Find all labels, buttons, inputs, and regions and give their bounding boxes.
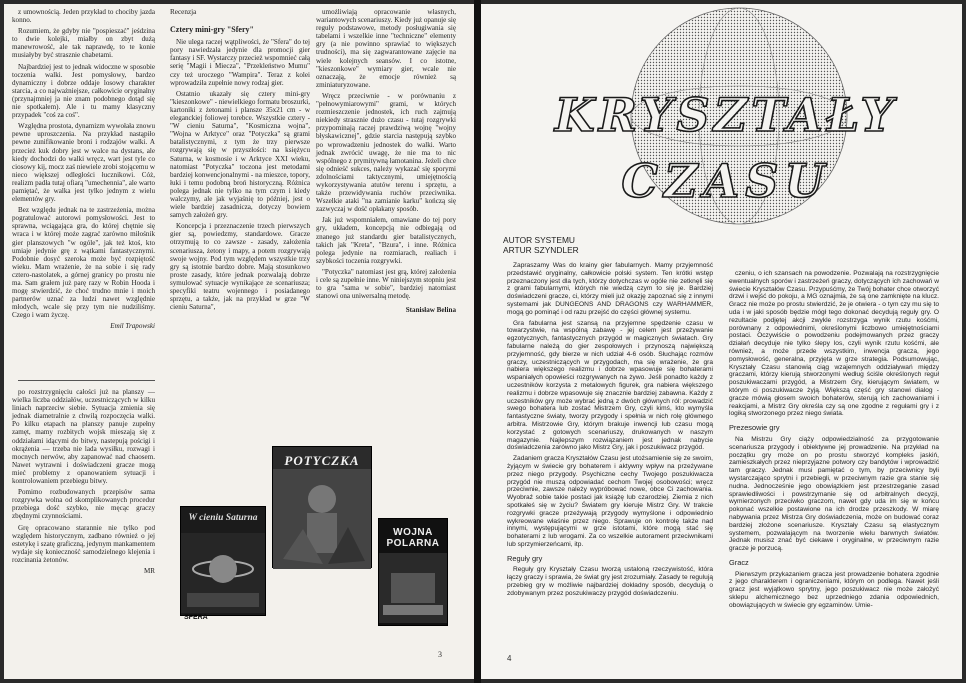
paragraph: Grę opracowano starannie nie tylko pod względem historycznym, zadbano również o jej estetykę i szatę graficzną, jedynym mankamentem wydaje się konieczność samodzielnego klejenia i rozcinania żetonów.	[12, 523, 155, 564]
book-gutter	[474, 0, 481, 683]
paragraph: Wręcz przeciwnie - w porównaniu z "pełnowymiarowymi" grami, w których rozmieszczenie jednostek, ich ruch zajmują niekiedy strasznie dużo czasu - tutaj rozgrywki przypominają raczej prawdziwą wojnę "wojny błyskawicznej", gdzie starcia następują szybko po wprowadzeniu jednostek do walki. Warto jednak zwrócić uwagę, że nie ma to nic wspólnego z prymitywną łamotanina. Jeżeli chce się odnieść sukces, należy wykazać się sporymi zdolnościami taktycznymi, umiejętnością wykorzystywania atutów terenu i sprzętu, a także przewidywania ruchów przeciwnika. Wszelkie ataki "na zamianie karku" kończą się zazwyczaj w dość opłakany sposób.	[316, 91, 456, 214]
polar-illustration	[379, 553, 447, 623]
author-block	[503, 236, 579, 255]
right-column-1-text	[507, 262, 713, 549]
paragraph: czeniu, o ich szansach na powodzenie. Pozwalają na rozstrzygnięcie ewentualnych sporów i zastrzeżeń graczy, dotyczących ich zachowań w świecie Kryształów Czasu. Przypuśćmy, że Twój bohater chce otworzyć drzwi i wejść do pokoju, a MG oznajmia, że są one zamknięte na klucz. Gracz nie może po prostu stwierdzić, że je otwiera - o tym czy mu się to uda i w jaki sposób będzie mógł tego dokonać decydują reguły gry. O rezultacie podjętej akcji zwykle rozstrzyga wynik rzutu kośćmi, porównany z odpowiednimi, określonymi liczbowo umiejętnościami postaci. Oczywiście o powodzeniu podejmowanych przez graczy działań decyduje nie tylko ślepy los, czyli wynik rzutu kośćmi, ale również, a może przede wszystkim, inwencja gracza, jego pomysłowość, generalna, przyjęta w grze strategia. Podsumowując, Kryształy Czasu stanowią ciąg wzajemnych oddziaływań między graczami, którzy kierują stworzonymi według ściśle określonych reguł poszukiwaczami przygód, a Mistrzem Gry, kierującym światem, w którym ci poszukiwacze żyją. Większą część gry stanowi dialog - gracze mówią głosem swoich bohaterów, sterują ich zachowaniami i reakcjami, a Mistrz Gry określa czy są one zgodne z regułami gry i z logiką stworzonego przez niego świata.	[729, 270, 939, 418]
page-number-left: 3	[438, 650, 442, 659]
paragraph: z umownością. Jeden przykład to chociby jazda konno.	[12, 8, 155, 25]
paragraph: Ostatnio ukazały się cztery mini-gry "kieszonkowe" - niewielkiego formatu broszurki, kartoniki z żetonami i plansze 35x21 cm - w eleganckiej foliowej torebce. Wszystkie cztery - "W cieniu Saturna", "Kosmiczna wojna", "Wojna w Arktyce" oraz "Potyczka" są grami batalistycznymi, z tym że trzy pierwsze rozgrywają się w przyszłości: na księżycu Saturna, w kosmosie i w Arktyce XXI wieku, natomiast "Potyczka" toczona jest metodami bardziej konwencjonalnymi - na mieszce, topory, łuki i temu podobną broń historyczną. Różnica polega jednak nie tylko na tym czym i kiedy walczymy, ale jak wyjaśnię to później, jest o wiele bardziej zasadnicza, dotyczy bowiem samych założeń gry.	[170, 89, 310, 220]
paragraph: Nie ulega raczej wątpliwości, że "Sfera" do tej pory nawiedzała jedynie dla promocji gier fantasy i SF. Wystarczy przecież wspomnieć całą serię "Magii i Miecza", "Przekleństwo Mumu" czy też uroczego "Wampira". Teraz z kolei wprowadziła zupełnie nowy rodzaj gier.	[170, 38, 310, 87]
paragraph: Najbardziej jest to jednak widoczne w sposobie toczenia walki. Jest pomysłowy, bardzo dynamiczny i dobrze oddaje losowy charakter starcia, a co najważniejsze, całkowicie oryginalny (przynajmniej ja nie znam podobnego dotąd się nie spotkałem). Ale i tu mamy klasyczny przypadek "coś za coś".	[12, 62, 155, 120]
mistrz-text	[729, 436, 939, 553]
paragraph: Jak już wspomniałem, omawiane do tej pory gry, układem, koncepcją nie odbiegają od znanego już standardu gier batalistycznych, takich jak "Kreta", "Bzura", i inne. Różnica polega jedynie na rozmiarach, realiach i szybkości toczenia rozgrywki.	[316, 216, 456, 265]
divider	[18, 380, 155, 381]
page-number-right: 4	[507, 654, 512, 663]
right-column-1	[507, 262, 713, 601]
knight-illustration	[273, 469, 371, 569]
paragraph: Rozumiem, że gdyby nie "pospieszać" jeśdzina to dwie kolejki, miałby on zbyt dużą manewrowość, ale tak naprawdę, to te konie musiałyby być strasznie chabetami.	[12, 27, 155, 60]
right-page	[481, 4, 962, 679]
column-3-text	[316, 8, 456, 300]
column-1	[12, 8, 155, 331]
heading-gracz: Gracz	[729, 557, 749, 567]
right-column-2	[729, 270, 939, 613]
cover-saturna	[180, 506, 266, 616]
cover-saturna-title: W cieniu Saturna	[188, 513, 258, 523]
column-1-bottom-text	[12, 388, 155, 564]
author-signature-emil: Emil Trapowski	[110, 322, 155, 331]
paragraph: Gra fabularna jest szansą na przyjemne spędzenie czasu w towarzystwie, na wspólną zabawę - jej celem jest przeżywanie egzotycznych, fantastycznych przygód w magicznych światach. Gry fabularne należą do gier zespołowych i przynoszą największą przyjemność, gdy bierze w nich udział 4-6 osób. Słuchając rozmów graczy, uczestniczących w przygodach, ma się wrażenie, że gra nabiera większego realizmu i dobrze wpasowuje się bohaterami wspaniałych opowieści rozgrywanych na żywo. Jeśli ponadto każdy z uczestników korzysta z metalowych figurek, gra nabiera większego realizmu i dobrze wpasowuje się znacznie bardziej zabawna. Każdy z uczestników gry może wybrać jedną z dwóch głównych ról: prowadzić swego bohatera lub zostać Mistrzem Gry, czyli kimś, kto wymyśla fantastyczne światy, tworzy przygody i spełnia w nich rolę głównego arbitra. Mistrzowie Gry, którym brakuje inwencji lub czasu mogą korzystać z gotowych scenariuszy, drukowanych w naszym magazynie. Najlepszym rozwiązaniem jest jednak nabycie doświadczenia zarówno jako Mistrz Gry, jak i poszukiwacz przygód.	[507, 319, 713, 452]
saturn-illustration	[181, 533, 265, 613]
heading-reguly: Reguły gry	[507, 553, 543, 563]
article-heading: Cztery mini-gry "Sfery"	[170, 25, 254, 35]
paragraph: Bez względu jednak na te zastrzeżenia, można pogratulować autorowi pomysłowości. Jest to sprawna, wciągająca gra, do której chętnie się wraca i w której może zagrać zarówno miłośnik gier planszowych "w ogóle", jak też ktoś, kto umiaje jedynie grę z wątkami fantastycznymi. Podobnie dosyć szeroka może być rozpiętość wieku. Mam wrażenie, że na sobie i się rady cztero-nastolatek, a górnej granicy po prostu nie ma. Sam grałem już parę razy w Robin Hooda i mogę stwierdzić, że choć trudno mnie i moich partnerów uznać za ludzi nawet względnie młodych, wcale się przy tym nie nudziliśmy. Czego i wam życzę.	[12, 206, 155, 320]
cover-potyczka-title: POTYCZKA	[284, 453, 360, 468]
section-label: Recenzja	[170, 8, 197, 16]
column-1-bottom	[12, 388, 155, 575]
paragraph: Koncepcja i przeznaczenie trzech pierwszych gier są, powiedzmy, standardowe. Gracze otrzymują to co zawsze - zasady, założenia scenariusza, żetony i mapy, a potem rozgrywają swoje wojny. Pod tym względem wszystkie trzy gry są istotnie bardzo dobre. Mają stosunkowo proste zasady, które jednak pozwalają dobrze symulować sytuacje wynikające ze scenariusza; specyfiki teatru wojennego i posiadanego sprzętu, a także, jak na przykład w grze "W cieniu Saturna",	[170, 222, 310, 312]
paragraph: "Potyczka" natomiast jest grą, której założenia i cele są zupełnie inne. W niniejszym stopniu jest to gra "sama w sobie", bardziej natomiast stanowi ona uniwersalną metodę.	[316, 267, 456, 301]
title-line-2	[511, 154, 941, 208]
paragraph: Pierwszym przykazaniem gracza jest prowadzenie bohatera zgodnie z jego charakterem i ograniczeniami, którym on podlega. Nawet jeśli gracz jest wyjątkowo sprytny, jego poszukiwacz nie może założyć sklepu alchemicznego bez uprzedniego zdania odpowiednich, obowiązujących w świecie gry egzaminów. Umie-	[729, 570, 939, 609]
paragraph: Zadaniem gracza Kryształów Czasu jest utożsamienie się ze swoim, żyjącym w świecie gry bohaterem i aktywny wpływ na przeżywane przez niego przygody. Psychiczne cechy Twojego poszukiwacza przygód nie muszą odpowiadać cechom Twojej osobowości; wręcz przeciwnie, zawsze należy wypróbować nowe, obce Ci zachowania. Wyobraź sobie takie postaci jak książę lub czarodziej. Ziemia z nich spotkałeś się w życiu? Światem gry kieruje Mistrz Gry. W trakcie rozgrywki gracze przeżywają przygody wymyślone i odpowiednio wykreowane właśnie przez niego. Sprawuje on kontrolę także nad innymi, występującymi w grze istotami, które mogą stać się bohaterami z lub wrogami. Za co wszelkie autorament przeciwnikami lub sprzymierzeńcami, itp.	[507, 455, 713, 548]
column-2	[170, 8, 310, 314]
title-text-2: CZASU	[621, 154, 831, 208]
paragraph: umożliwiają opracowanie własnych, wariantowych scenariuszy. Kiedy już opanuje się reguły podstawowe, metody posługiwania się tabelami i wszelkie inne "techniczne" elementy gry (a nie powinno sprawiać to większych trudności), ma się zagwarantowane zajęcie na wiele kolejnych seansów. I co istotne, "kieszonkowe" wymiary gier, wcale nie oznaczają, że emocje również są zminiaturyzowane.	[316, 8, 456, 89]
paragraph: po rozstrzygnięciu całości już na planszy — wielka liczba oddziałów, uczestniczących w kilku liniach naprzeciw siebie. Sytuacja zmienia się jednak diametralnie z chwilą rozpoczęcia walki. Po kilku etapach na planszy panuje zupełny zamęt, mamy rozbitych wojsk mieszają się z oddziałami idącymi do bitwy, nastepują pościgi i okrążenia — trzeba nie lada wysiłku, rozwagi i mocnych nerwów, aby zapanować nad chaosem. Nawet wytrawni i doświadczeni gracze mogą mieć problemy z opanowaniem sytuacji i kontrolowaniem przebiegu bitwy.	[12, 388, 155, 486]
author-signature-mr: MR	[143, 566, 155, 575]
column-3	[316, 8, 456, 314]
brand-logo: SFERA	[184, 614, 208, 621]
game-covers	[172, 444, 444, 624]
heading-mistrz: Prezesowie gry	[729, 423, 780, 433]
column-1-top-text	[12, 8, 155, 319]
cover-wojna-title: WOJNA POLARNA	[386, 527, 440, 549]
author-label: AUTOR SYSTEMU	[503, 235, 575, 245]
column-2-text	[170, 38, 310, 311]
reguly-text: Reguły gry Kryształy Czasu tworzą ustaloną rzeczywistość, która łączy graczy i sprawia, że świat gry jest zrozumiały. Zasady te regulują przebieg gry w możliwie najbardziej dokładny sposób, decydują o zdobywanym przez poszukiwaczy przygód doświadczeniu.	[507, 566, 713, 597]
title-line-1	[511, 88, 941, 142]
paragraph: Zapraszamy Was do krainy gier fabularnych. Mamy przyjemność przedstawić oryginalny, całkowicie polski system. Ten krótki wstęp przeznaczony jest dla tych, którzy dotychczas w ogóle nie zetknęli się z grami fabularnymi, których nie wiedzą czym to się je. Bardziej doświadczeni gracze, ci, którzy mieli już okazję zapoznać się z innymi systemami jak DUNGEONS AND DRAGONS czy WARHAMMER, mogą go pominąć i od razu przejść do części głównej systemu.	[507, 262, 713, 316]
paragraph: Pomimo rozbudowanych przepisów sama rozgrywka wolna od skomplikowanych procedur przebiega dość szybko, nie męcąc graczy zbędnymi czynnościami.	[12, 488, 155, 521]
paragraph: Względna prostota, dynamizm wywołała znowu pewne uproszczenia. Na przykład nastąpiło pewne zunifikowanie broni i rodzajów walki. A przecież kuk dobry jest w walce na dystans, ale kiedy dochodzi do walki wręcz, wart jest tyle co ciosowy kij, mocz zaś niewiele zrobi stojącemu w nieco większej odległości łucznikowi. Cóż, realizm padła tutaj ofiarą "umechennia", ale warto pamiętać, że walka jest tylko jednym z wielu elementów gry.	[12, 122, 155, 204]
paragraph: Na Mistrzu Gry ciąży odpowiedzialność za przygotowanie scenariusza przygody i obiektywne jej prowadzenie. Na przykład na początku gry może on po prostu stworzyć kompleks jaskiń, zamieszkałych przez nieprzyjazne potwory czy bandytów i wprowadzić tam graczy. Jednak musi pamiętać o tym, by przeciwnicy byli wystarczająco sprytni i przebiegli, w przeciwnym razie gra stanie się nudna. Jednocześnie jego obowiązkiem jest przestrzeganie zasad sprawiedliwości i powstrzymanie się od arbitralnych decyzji, wymierzonych przeciwko graczom, nawet gdy uda im się w końcu pokonać wszelkie postawione na ich drodze przeszkody. W miarę nabywania przez Mistrza Gry doświadczenia, może on budować coraz bardziej złożone scenariusze. Kryształy Czasu są elastycznym systemem, pozwalającym na tworzenie wielu barwnych światów. Jednak musisz znać być ciekawe i oryginalne, w przeciwnym razie gracze je porzucą.	[729, 435, 939, 553]
title-text-1: KRYSZTAŁY	[554, 88, 898, 142]
cover-potyczka	[272, 446, 372, 568]
left-page	[4, 4, 474, 679]
author-signature-belina: Stanisław Belina	[405, 306, 456, 315]
gracz-text	[729, 571, 939, 610]
right-column-2-text	[729, 270, 939, 418]
cover-wojna	[378, 518, 448, 626]
author-name: ARTUR SZYNDLER	[503, 244, 579, 255]
